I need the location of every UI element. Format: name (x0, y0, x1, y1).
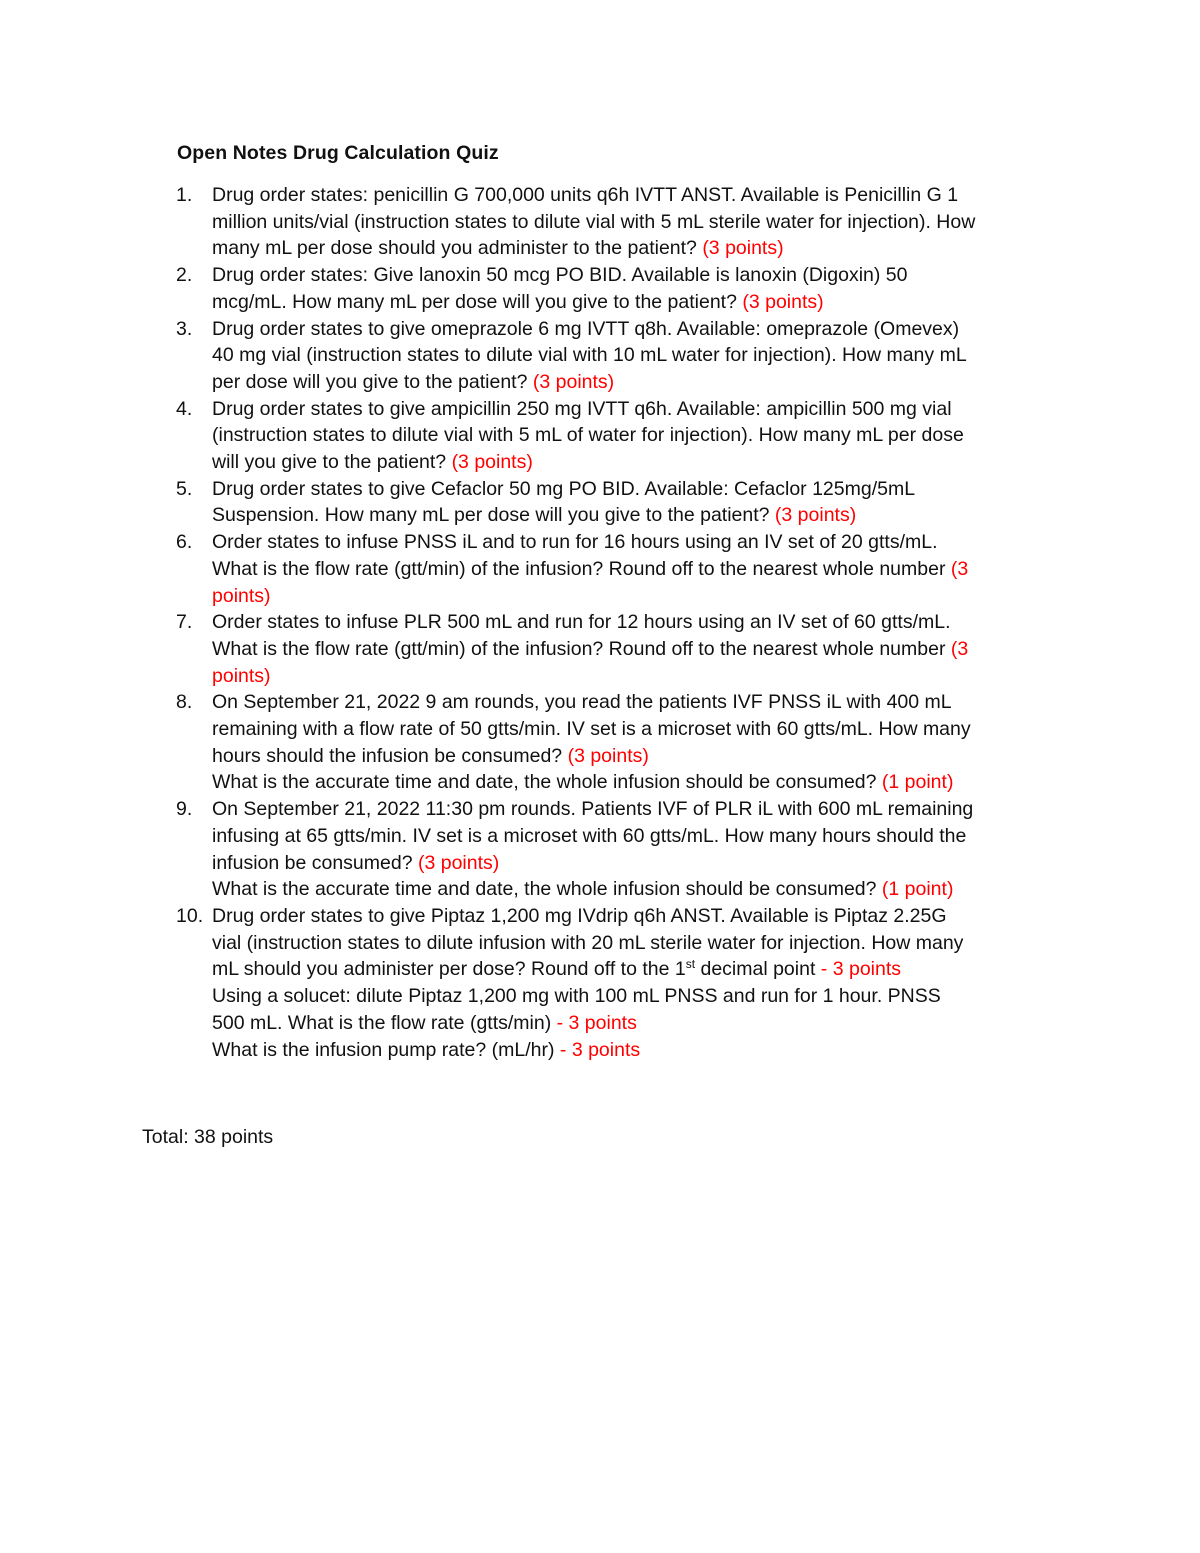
question-text: mcg/mL. How many mL per dose will you give to the patient? (212, 290, 743, 313)
question-text: vial (instruction states to dilute infusion with 20 mL sterile water for injection. How many (212, 931, 964, 954)
question-text: What is the flow rate (gtt/min) of the infusion? Round off to the nearest whole number (212, 557, 951, 580)
points-label: points) (212, 584, 271, 607)
question-number: 2. (176, 264, 193, 287)
question-text: What is the accurate time and date, the whole infusion should be consumed? (212, 771, 882, 794)
points-label: (3 points) (742, 290, 824, 313)
points-label: (1 point) (881, 878, 954, 901)
question-text: (instruction states to dilute vial with 5 mL of water for injection). How many mL per dose (212, 424, 964, 447)
question-item (176, 903, 1076, 1063)
question-line (212, 1037, 1076, 1064)
question-text: On September 21, 2022 9 am rounds, you read the patients IVF PNSS iL with 400 mL (212, 691, 952, 714)
question-text: Drug order states to give Piptaz 1,200 mg IVdrip q6h ANST. Available is Piptaz 2.25G (212, 904, 947, 927)
question-text: What is the flow rate (gtt/min) of the infusion? Round off to the nearest whole number (212, 637, 951, 660)
question-number: 1. (176, 184, 193, 206)
question-item (176, 529, 1076, 609)
question-item (176, 609, 1076, 689)
question-number: 8. (176, 691, 193, 714)
question-line (212, 903, 1076, 930)
question-line (212, 369, 1076, 396)
points-label: (3 points) (774, 504, 857, 527)
points-label: (3 points) (567, 744, 649, 767)
question-item (176, 689, 1076, 796)
points-label: - 3 points (820, 958, 902, 981)
question-line (212, 850, 1076, 877)
question-line (212, 422, 1076, 449)
points-label: - 3 points (556, 1011, 637, 1034)
question-text: mL should you administer per dose? Round off to the 1 (212, 958, 686, 981)
points-label: - 3 points (559, 1038, 641, 1061)
question-line (212, 743, 1076, 770)
question-line (212, 636, 1076, 663)
question-line (212, 796, 1076, 823)
question-line (212, 529, 1076, 556)
question-line (212, 342, 1076, 369)
question-number: 3. (176, 317, 193, 340)
points-label: points) (212, 664, 271, 687)
question-line (212, 930, 1076, 957)
ordinal-superscript: st (685, 957, 696, 972)
question-number: 9. (176, 798, 193, 821)
question-text: Order states to infuse PLR 500 mL and run for 12 hours using an IV set of 60 gtts/mL. (212, 611, 951, 634)
question-line (212, 663, 1076, 690)
question-text: 500 mL. What is the flow rate (gtts/min) (212, 1011, 557, 1034)
question-text: infusion be consumed? (212, 851, 418, 874)
total-points: Total: 38 points (142, 1126, 274, 1148)
question-line (212, 769, 1076, 796)
question-line (212, 1010, 1076, 1037)
question-text: many mL per dose should you administer to the patient? (212, 237, 703, 260)
question-line (212, 983, 1076, 1010)
question-item (176, 796, 1076, 903)
question-line (212, 262, 1076, 289)
points-label: (3 (950, 557, 969, 580)
question-line (212, 289, 1076, 316)
question-number: 10. (176, 904, 204, 927)
question-line (212, 449, 1076, 476)
question-line (212, 209, 1076, 236)
question-number: 7. (176, 611, 193, 634)
points-label: (3 (950, 637, 969, 660)
question-text: million units/vial (instruction states to dilute vial with 5 mL sterile water for injection). How (212, 210, 976, 233)
question-text: per dose will you give to the patient? (212, 370, 533, 393)
question-text: What is the accurate time and date, the whole infusion should be consumed? (212, 878, 882, 901)
question-text: infusing at 65 gtts/min. IV set is a microset with 60 gtts/mL. How many hours should the (212, 824, 967, 847)
points-label: (3 points) (702, 237, 784, 260)
question-line (212, 876, 1076, 903)
question-number: 5. (176, 477, 193, 500)
question-line (212, 235, 1076, 262)
question-text: decimal point (695, 958, 821, 981)
question-line (212, 556, 1076, 583)
question-text: Drug order states: penicillin G 700,000 units q6h IVTT ANST. Available is Penicillin G 1 (212, 184, 959, 206)
question-item (176, 316, 1076, 396)
question-line (212, 823, 1076, 850)
question-text: Suspension. How many mL per dose will you give to the patient? (212, 504, 775, 527)
quiz-title: Open Notes Drug Calculation Quiz (177, 142, 499, 164)
question-item (176, 476, 1076, 529)
question-text: will you give to the patient? (212, 451, 452, 474)
question-text: Order states to infuse PNSS iL and to run for 16 hours using an IV set of 20 gtts/mL. (212, 531, 938, 554)
question-item (176, 262, 1076, 315)
question-text: Drug order states: Give lanoxin 50 mcg PO BID. Available is lanoxin (Digoxin) 50 (212, 264, 908, 287)
question-line (212, 583, 1076, 610)
question-item (176, 182, 1076, 262)
question-line (212, 476, 1076, 503)
question-line (212, 316, 1076, 343)
question-line (212, 502, 1076, 529)
question-text: Drug order states to give omeprazole 6 mg IVTT q8h. Available: omeprazole (Omevex) (212, 317, 960, 340)
question-text: Drug order states to give ampicillin 250 mg IVTT q6h. Available: ampicillin 500 mg vial (212, 397, 952, 420)
question-line (212, 182, 1076, 209)
points-label: (3 points) (451, 451, 533, 474)
question-number: 4. (176, 397, 193, 420)
question-line (212, 396, 1076, 423)
question-text: Using a solucet: dilute Piptaz 1,200 mg with 100 mL PNSS and run for 1 hour. PNSS (212, 985, 941, 1008)
question-text: On September 21, 2022 11:30 pm rounds. Patients IVF of PLR iL with 600 mL remaining (212, 798, 974, 821)
question-text: remaining with a flow rate of 50 gtts/min. IV set is a microset with 60 gtts/mL. How many (212, 718, 971, 741)
question-text: 40 mg vial (instruction states to dilute vial with 10 mL water for injection). How many mL (212, 344, 967, 367)
question-line (212, 689, 1076, 716)
points-label: (1 point) (881, 771, 954, 794)
question-text: What is the infusion pump rate? (mL/hr) (212, 1038, 560, 1061)
question-line (212, 716, 1076, 743)
question-number: 6. (176, 531, 193, 554)
question-line (212, 956, 1076, 983)
question-item (176, 396, 1076, 476)
question-text: Drug order states to give Cefaclor 50 mg PO BID. Available: Cefaclor 125mg/5mL (212, 477, 916, 500)
question-text: hours should the infusion be consumed? (212, 744, 568, 767)
points-label: (3 points) (417, 851, 500, 874)
points-label: (3 points) (532, 370, 615, 393)
question-line (212, 609, 1076, 636)
question-list (176, 182, 1076, 1063)
